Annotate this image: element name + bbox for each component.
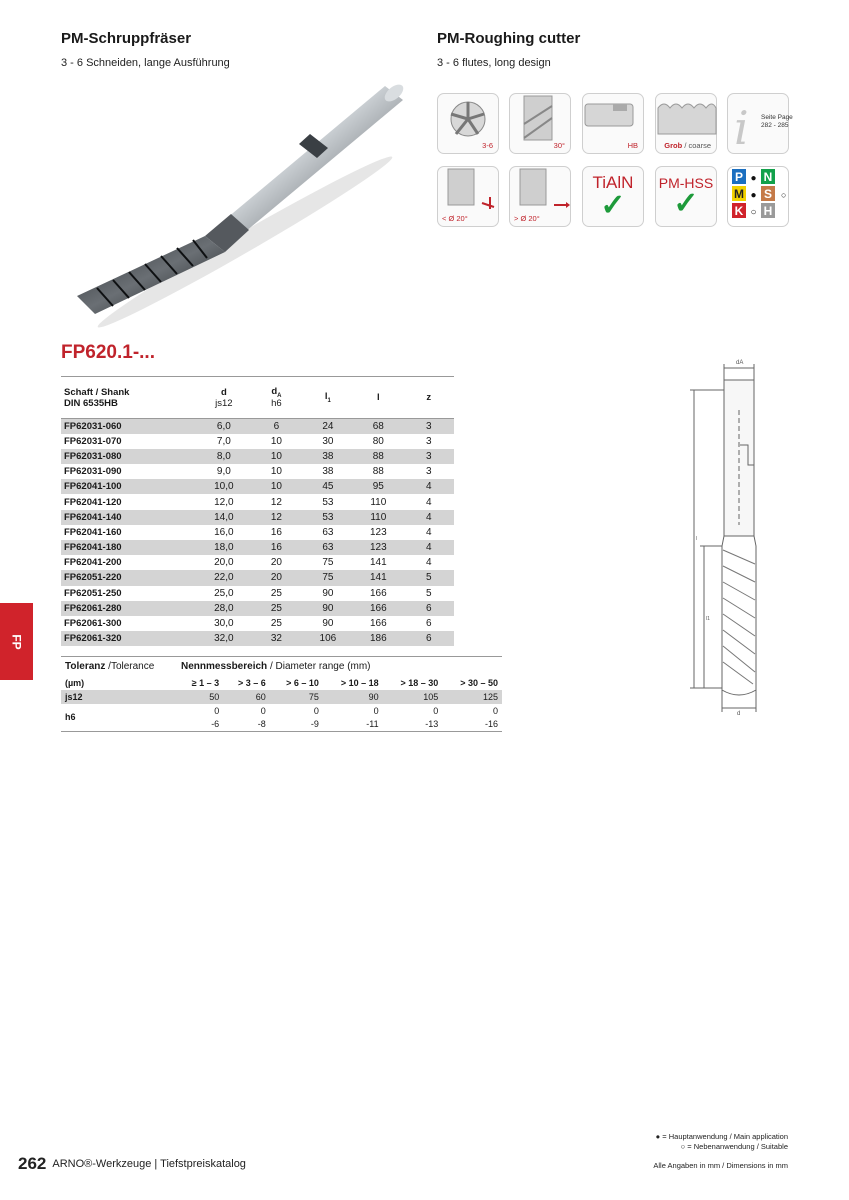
cell-l: 166 — [353, 601, 403, 616]
col-l1: l — [324, 391, 328, 403]
cell-l: 166 — [369, 618, 387, 630]
table-row — [61, 494, 454, 509]
tol-cell: -6 — [211, 719, 220, 730]
cell-dA: 10 — [270, 435, 282, 447]
info-pictogram[interactable] — [727, 93, 793, 155]
cell-code: FP62041-100 — [61, 479, 198, 494]
cell-l: 80 — [372, 435, 384, 447]
table-row — [61, 479, 454, 494]
tol-cell: -8 — [257, 719, 266, 730]
svg-text:i: i — [734, 101, 749, 155]
helix-icon — [510, 94, 572, 139]
cell-l1: 30 — [322, 435, 334, 447]
cell-dA: 16 — [250, 540, 303, 555]
cell-code: FP62031-060 — [61, 419, 198, 434]
cell-d: 14,0 — [198, 510, 251, 525]
cell-l1: 90 — [303, 601, 353, 616]
suitable-marker: ○ — [781, 190, 787, 200]
cell-l1: 45 — [303, 479, 353, 494]
profile-caption-bold: Grob — [664, 141, 683, 150]
cell-z: 5 — [425, 587, 432, 599]
cell-dA: 16 — [270, 526, 282, 538]
cell-dA: 25 — [270, 618, 282, 630]
legend-secondary: ○ = Nebenanwendung / Suitable — [680, 1142, 788, 1151]
col-shank-std: DIN 6535HB — [64, 397, 118, 409]
cell-l1: 53 — [303, 510, 353, 525]
cell-l: 123 — [353, 540, 403, 555]
coating-label: TiAlN — [592, 173, 634, 192]
tolerance-table — [61, 656, 502, 732]
ramp-high-pictogram — [509, 166, 571, 227]
tol-cell: -16 — [484, 719, 498, 730]
shank-caption: HB — [627, 141, 638, 150]
ramp-high-caption: > Ø 20° — [514, 214, 540, 223]
cell-z: 4 — [425, 557, 432, 569]
tol-cell: > 30 – 50 — [460, 677, 498, 688]
cell-d: 8,0 — [198, 449, 251, 464]
cell-dA: 25 — [270, 587, 282, 599]
iso-letter: K — [734, 204, 744, 218]
drawing-label-l1: l1 — [706, 616, 710, 622]
cell-code: FP62041-120 — [64, 496, 122, 508]
product-family: FP620.1-... — [61, 342, 155, 363]
profile-pictogram — [655, 93, 717, 154]
cell-dA: 12 — [270, 496, 282, 508]
cell-l1: 75 — [322, 557, 334, 569]
cell-code: FP62041-200 — [64, 557, 122, 569]
cell-code: FP62031-090 — [64, 466, 122, 478]
flutes-pictogram — [437, 93, 499, 154]
tol-cell: 0 — [492, 705, 498, 716]
cell-z: 3 — [425, 466, 432, 478]
table-row — [61, 601, 454, 616]
cell-code: FP62031-070 — [64, 435, 122, 447]
subtitle-en: 3 - 6 flutes, long design — [437, 57, 551, 69]
cell-z: 4 — [404, 510, 454, 525]
tol-cell: 60 — [223, 690, 270, 704]
cell-code: FP62041-180 — [61, 540, 198, 555]
tol-cell: 0 — [313, 705, 319, 716]
tol-cell: 75 — [270, 690, 323, 704]
catalog-name: ARNO®-Werkzeuge | Tiefstpreiskatalog — [52, 1158, 246, 1170]
cell-d: 7,0 — [216, 435, 231, 447]
tol-cell: 90 — [323, 690, 383, 704]
cell-z: 3 — [404, 449, 454, 464]
tol-cell: 0 — [260, 705, 266, 716]
iso-grid — [728, 167, 790, 228]
tol-cell: 105 — [383, 690, 443, 704]
section-tab-label: FP — [9, 633, 24, 650]
cell-z: 4 — [404, 479, 454, 494]
section-tab[interactable] — [0, 603, 33, 680]
iso-groups — [727, 166, 789, 227]
cell-dA: 10 — [270, 466, 282, 478]
col-da-sub: A — [277, 392, 282, 399]
cell-l1: 38 — [303, 449, 353, 464]
table-row — [61, 570, 454, 585]
shank-icon — [583, 94, 645, 139]
cell-dA: 32 — [250, 631, 303, 646]
tol-cell: > 6 – 10 — [286, 677, 319, 688]
technical-drawing — [680, 350, 780, 725]
cell-l: 95 — [353, 479, 403, 494]
cell-code: FP62061-320 — [61, 631, 198, 646]
col-l: l — [353, 377, 403, 419]
cell-code: FP62041-140 — [61, 510, 198, 525]
cell-d: 6,0 — [198, 419, 251, 434]
range-label-rest: / Diameter range (mm) — [269, 660, 371, 672]
table-row — [61, 510, 454, 525]
cell-l: 166 — [369, 587, 387, 599]
cell-l1: 75 — [303, 570, 353, 585]
tol-unit: (µm) — [65, 677, 85, 688]
cell-z: 6 — [404, 601, 454, 616]
iso-letter: N — [763, 170, 773, 184]
col-z: z — [404, 377, 454, 419]
cell-dA: 6 — [250, 419, 303, 434]
drawing-label-d: d — [737, 711, 741, 717]
cell-dA: 20 — [270, 557, 282, 569]
col-d-tol: js12 — [215, 397, 233, 409]
coating-pictogram — [582, 166, 644, 227]
col-shank-de: Schaft / Shank — [64, 386, 130, 398]
table-row — [61, 464, 454, 479]
title-de: PM-Schruppfräser — [61, 30, 192, 47]
ramp-low-caption: < Ø 20° — [442, 214, 468, 223]
product-photo — [55, 82, 415, 327]
tol-cell: ≥ 1 – 3 — [191, 677, 220, 688]
table-row — [61, 419, 454, 434]
cell-d: 20,0 — [214, 557, 234, 569]
material-pictogram — [655, 166, 717, 227]
suitable-marker: ○ — [750, 207, 757, 218]
profile-caption-rest: / coarse — [684, 141, 711, 150]
tol-cell: 50 — [177, 690, 223, 704]
iso-letter: H — [763, 204, 773, 218]
cell-l: 110 — [370, 496, 387, 508]
cell-l1: 63 — [322, 526, 334, 538]
cell-code: FP62031-080 — [61, 449, 198, 464]
cell-d: 18,0 — [198, 540, 251, 555]
tol-cell: -11 — [366, 719, 379, 730]
iso-letter: S — [763, 187, 773, 201]
cell-l1: 63 — [303, 540, 353, 555]
spec-table — [61, 376, 454, 646]
main-application-marker: ● — [750, 173, 757, 184]
tol-cell: > 3 – 6 — [238, 677, 266, 688]
cell-dA: 10 — [250, 449, 303, 464]
table-row — [61, 540, 454, 555]
tol-cell: 0 — [373, 705, 379, 716]
check-icon: ✓ — [600, 189, 626, 222]
cell-l: 88 — [372, 466, 384, 478]
cell-l1: 90 — [322, 618, 334, 630]
cell-l: 123 — [369, 526, 387, 538]
col-l1-sub: 1 — [327, 397, 331, 404]
table-row — [61, 555, 454, 570]
drawing-label-da: dA — [736, 360, 744, 366]
cell-l1: 90 — [322, 587, 334, 599]
cell-z: 6 — [425, 618, 432, 630]
table-row — [61, 449, 454, 464]
cell-dA: 12 — [250, 510, 303, 525]
cell-d: 22,0 — [198, 570, 251, 585]
cell-l1: 38 — [322, 466, 334, 478]
range-label-bold: Nennmessbereich — [181, 660, 268, 672]
cell-l1: 106 — [303, 631, 353, 646]
cell-d: 28,0 — [198, 601, 251, 616]
legend-main: ● = Hauptanwendung / Main application — [655, 1132, 788, 1141]
helix-pictogram — [509, 93, 571, 154]
legend — [656, 1132, 788, 1152]
dimensions-note: Alle Angaben in mm / Dimensions in mm — [653, 1161, 788, 1170]
tol-label-bold: Toleranz — [65, 660, 106, 672]
tol-cell: > 18 – 30 — [400, 677, 439, 688]
table-row — [61, 631, 454, 646]
flutes-caption: 3-6 — [482, 141, 493, 150]
cell-dA: 20 — [250, 570, 303, 585]
cell-d: 10,0 — [198, 479, 251, 494]
ramp-low-pictogram — [437, 166, 499, 227]
iso-letter: P — [734, 170, 744, 184]
cell-code: FP62061-280 — [61, 601, 198, 616]
title-en: PM-Roughing cutter — [437, 30, 581, 47]
tol-js12-label: js12 — [61, 690, 177, 704]
cell-d: 25,0 — [214, 587, 234, 599]
cell-l: 141 — [369, 557, 387, 569]
coarse-profile-icon — [656, 94, 718, 139]
main-application-marker: ● — [750, 190, 757, 201]
cell-d: 32,0 — [198, 631, 251, 646]
cell-code: FP62041-160 — [64, 526, 122, 538]
tol-cell: 0 — [214, 705, 220, 716]
page-number: 262 — [18, 1154, 47, 1173]
col-da-tol: h6 — [271, 398, 282, 410]
cell-d: 30,0 — [214, 618, 234, 630]
tol-cell: > 10 – 18 — [340, 677, 379, 688]
info-icon — [728, 94, 758, 155]
helix-caption: 30° — [553, 141, 565, 150]
cell-z: 3 — [404, 419, 454, 434]
cell-z: 4 — [425, 496, 432, 508]
tol-h6-label: h6 — [65, 712, 76, 723]
cell-z: 6 — [404, 631, 454, 646]
footer — [18, 1154, 246, 1174]
table-row — [61, 525, 454, 540]
cell-code: FP62061-300 — [64, 618, 122, 630]
table-row — [61, 434, 454, 449]
drawing-label-l: l — [696, 536, 698, 542]
tol-cell: 0 — [433, 705, 439, 716]
cell-dA: 10 — [250, 479, 303, 494]
table-row — [61, 616, 454, 631]
tol-cell: 125 — [442, 690, 502, 704]
cell-l: 68 — [353, 419, 403, 434]
material-label: PM-HSS — [658, 175, 714, 191]
cell-z: 3 — [425, 435, 432, 447]
ramping-icon — [438, 167, 500, 212]
cell-l1: 53 — [322, 496, 334, 508]
col-da: d — [271, 385, 278, 397]
cutter-end-icon — [438, 94, 500, 139]
info-caption: Seite Page 282 - 285 — [761, 114, 793, 129]
cell-z: 5 — [404, 570, 454, 585]
cell-d: 16,0 — [214, 526, 234, 538]
cell-l: 141 — [353, 570, 403, 585]
cell-dA: 25 — [250, 601, 303, 616]
check-icon: ✓ — [673, 187, 699, 220]
cell-d: 12,0 — [214, 496, 234, 508]
cell-l: 110 — [353, 510, 403, 525]
cell-code: FP62051-220 — [61, 570, 198, 585]
col-d: d — [220, 386, 227, 398]
cell-d: 9,0 — [216, 466, 231, 478]
shank-pictogram — [582, 93, 644, 154]
cell-l: 186 — [353, 631, 403, 646]
ramping-icon — [510, 167, 572, 212]
subtitle-de: 3 - 6 Schneiden, lange Ausführung — [61, 57, 230, 69]
cell-code: FP62051-250 — [64, 587, 122, 599]
cell-z: 4 — [404, 540, 454, 555]
table-row — [61, 586, 454, 601]
tol-cell: -13 — [425, 719, 439, 730]
cell-l1: 24 — [303, 419, 353, 434]
cell-l: 88 — [353, 449, 403, 464]
tol-label-rest: /Tolerance — [108, 660, 155, 672]
iso-letter: M — [734, 187, 744, 201]
cell-z: 4 — [425, 526, 432, 538]
tol-cell: -9 — [310, 719, 319, 730]
